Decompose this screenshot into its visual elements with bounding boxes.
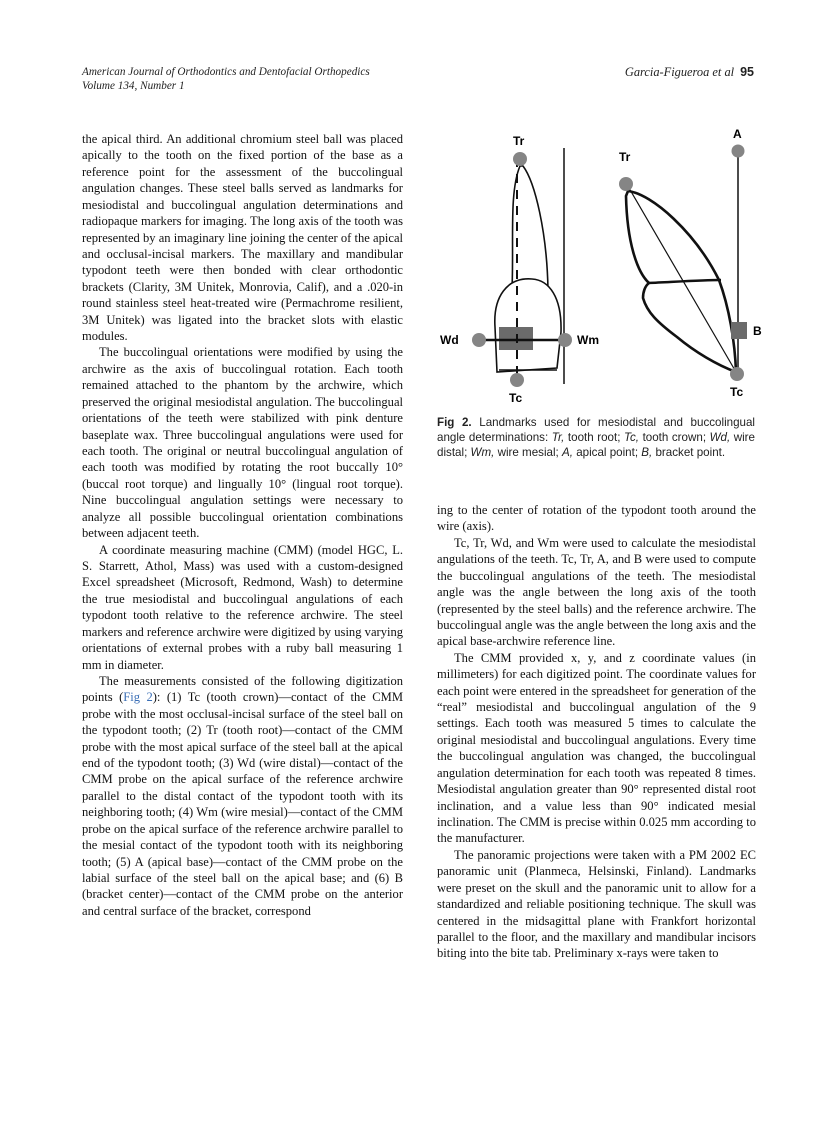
label-wd: Wd [440, 333, 459, 347]
paragraph: The measurements consisted of the following digitization points (Fig 2): (1) Tc (tooth crown)—contact of the CMM probe with the most occlusal-incisal surface of the steel ball on the typodont tooth; (2) Tr (tooth root)—contact of the CMM probe with the most apical surface of the steel ball at the apical end of the typodont tooth; (3) Wd (wire distal)—contact of the CMM probe on the apical surface of the reference archwire parallel to the distal contact of the typodont tooth with its neighboring tooth; (4) Wm (wire mesial)—contact of the CMM probe on the apical surface of the reference archwire parallel to the mesial contact of the typodont tooth with its neighboring tooth; (5) A (apical base)—contact of the CMM probe on the labial surface of the steel ball on the apical base; and (6) B (bracket center)—contact of the CMM probe on the anterior and central surface of the bracket, correspond [82, 673, 403, 918]
figure-caption: Fig 2. Landmarks used for mesiodistal and buccolingual angle determinations: Tr, tooth root; Tc, tooth crown; Wd, wire distal; Wm, wire mesial; A, apical point; B, bracket point. [437, 416, 756, 459]
figure-reference-link[interactable]: Fig 2 [123, 690, 153, 705]
left-text-column [82, 131, 403, 919]
running-header-journal [82, 65, 370, 93]
label-wm: Wm [577, 333, 599, 347]
page-number: 95 [740, 65, 754, 79]
label-b: B [753, 324, 762, 338]
label-tc-right: Tc [730, 385, 744, 399]
paragraph: Tc, Tr, Wd, and Wm were used to calculate the mesiodistal angulations of the teeth. Tc, Tr, A, and B were used to compute the buccolingual angulations of the teeth. The mesiodistal angle was the angle between the long axis of the tooth (represented by the steel balls) and the reference archwire. The buccolingual angle was the angle between the long axis and the apical base-archwire reference line. [437, 535, 756, 649]
paragraph: ing to the center of rotation of the typodont tooth around the wire (axis). [437, 503, 756, 534]
mesiodistal-tooth-diagram [440, 134, 599, 402]
paragraph: the apical third. An additional chromium steel ball was placed apically to the tooth on the fixed portion of the base as a reference point for the assessment of the buccolingual angulation changes. These steel balls served as landmarks for mesiodistal and buccolingual angulation determinations and radiopaque markers for imaging. The long axis of the tooth was represented by an imaginary line joining the center of the apical and occlusal-incisal markers. The maxillary and mandibular typodont teeth were then bonded with clear orthodontic brackets (Clarity, 3M Unitek, Monrovia, Calif), and a .020-in round stainless steel heat-treated wire (Permachrome resilient, 3M Unitek) was ligated into the bracket slots with elastic modules. [82, 132, 403, 344]
running-header-authors [625, 65, 754, 80]
label-tr-right: Tr [619, 150, 631, 164]
figure-2-landmarks-diagram [437, 122, 763, 402]
paragraph: The panoramic projections were taken with a PM 2002 EC panoramic unit (Planmeca, Helsinski, Finland). Landmarks were preset on the skull and the panoramic unit to allow for a standardized and reliable positioning technique. The skull was centered in the midsagittal plane with Frankfort horizontal parallel to the floor, and the maxillary and mandibular incisors biting into the bite tab. Preliminary x-rays were taken to [437, 847, 756, 961]
label-tr-left: Tr [513, 134, 525, 148]
label-a: A [733, 127, 742, 141]
buccolingual-tooth-diagram [619, 127, 762, 399]
paragraph: The buccolingual orientations were modified by using the archwire as the axis of buccolingual rotation. Each tooth remained attached to the phantom by the archwire, which preserved the original mesiodistal angulation. The buccolingual orientations of the teeth were stabilized with pink denture baseplate wax. Three buccolingual angulations were used for each tooth. The original or neutral buccolingual angulation of each tooth was modified by rotating the root buccally 10° (buccal root torque) and lingually 10° (lingual root torque). Nine buccolingual angulation settings were necessary to analyze all possible buccolingual orientation combinations between adjacent teeth. [82, 345, 403, 541]
paragraph: A coordinate measuring machine (CMM) (model HGC, L. S. Starrett, Athol, Mass) was used with a custom-designed Excel spreadsheet (Microsoft, Redmond, Wash) to determine the true mesiodistal and buccolingual angulations of each typodont tooth relative to the reference archwire. The steel markers and reference archwire were digitized by using varying orientations of external probes with a ruby ball measuring 1 mm in diameter. [82, 542, 403, 672]
journal-volume: Volume 134, Number 1 [82, 80, 185, 92]
label-tc-left: Tc [509, 391, 523, 402]
paragraph: The CMM provided x, y, and z coordinate values (in millimeters) for each digitized point. The coordinate values for each point were entered in the spreadsheet for generation of the “real” mesiodistal and buccolingual angulation of the 9 settings. Each tooth was measured 5 times to calculate the original mesiodistal and buccolingual angulations. Every time the buccolingual angulation was changed, the buccolingual angulation determination for each tooth was repeated 8 times. Mesiodistal angulation greater than 90° represented distal root inclination, and a value less than 90° indicated mesial inclination. The CMM is precise within 0.025 mm according to the manufacturer. [437, 650, 756, 846]
right-text-column [437, 502, 756, 962]
journal-title: American Journal of Orthodontics and Dentofacial Orthopedics [82, 66, 370, 78]
figure-label: Fig 2. [437, 416, 472, 429]
author-names: Garcia-Figueroa et al [624, 65, 735, 79]
